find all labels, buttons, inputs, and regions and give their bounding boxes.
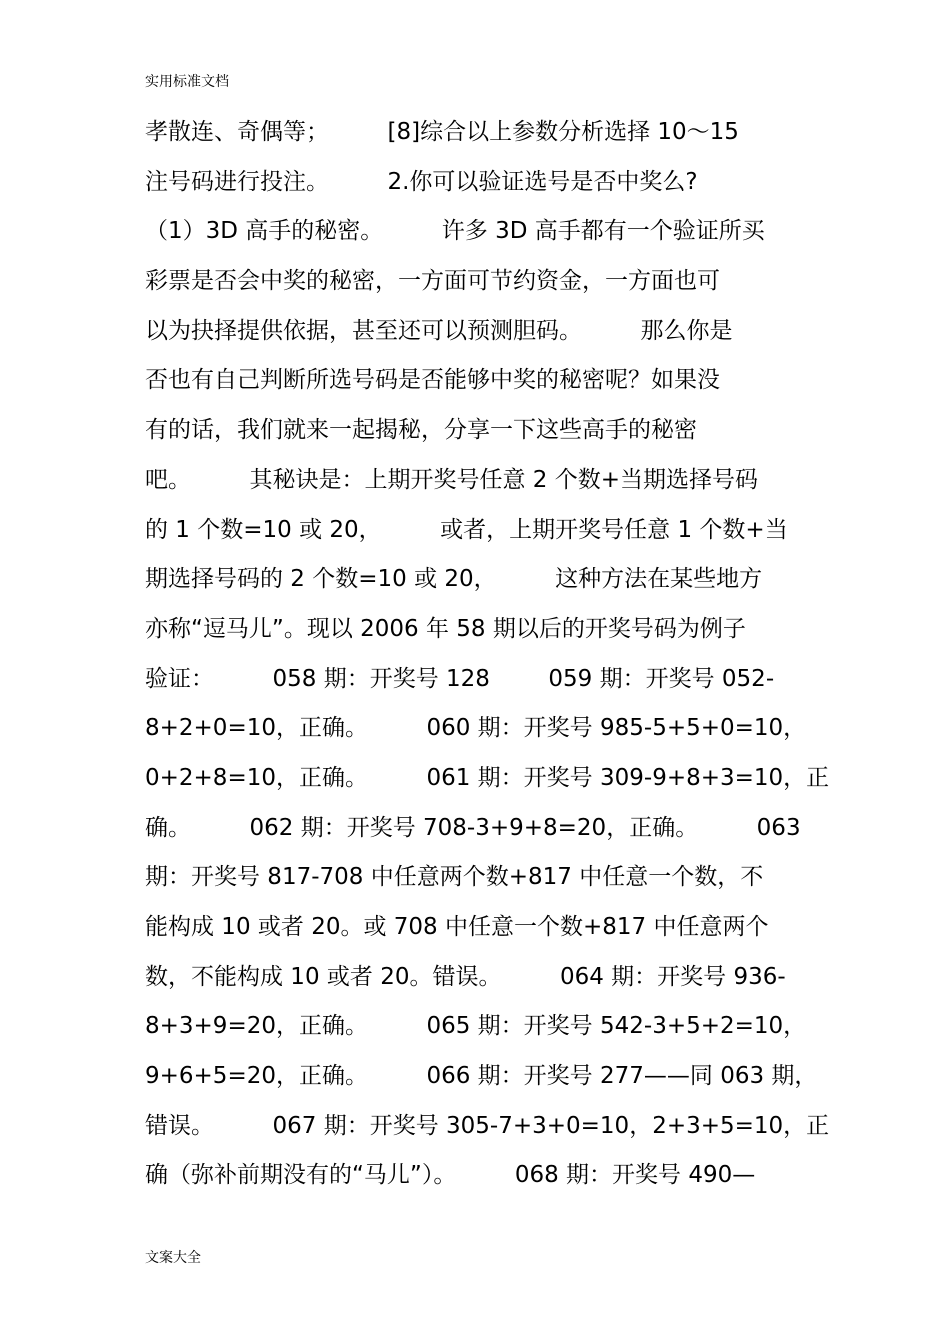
text-line: 9+6+5=20，正确。 066 期：开奖号 277——同 063 期， [145,1063,818,1090]
text-line: 孝散连、奇偶等； [8]综合以上参数分析选择 10～15 [145,119,739,145]
text-line: （1）3D 高手的秘密。 许多 3D 高手都有一个验证所买 [145,218,765,245]
text-line: 注号码进行投注。 2.你可以验证选号是否中奖么? [145,168,698,195]
document-body [145,108,830,1201]
text-line: 确。 062 期：开奖号 708-3+9+8=20，正确。 063 [145,814,801,841]
text-line: 能构成 10 或者 20。或 708 中任意一个数+817 中任意两个 [145,914,769,940]
text-line: 8+3+9=20，正确。 065 期：开奖号 542-3+5+2=10， [145,1013,807,1040]
text-line: 期：开奖号 817-708 中任意两个数+817 中任意一个数，不 [145,864,764,891]
text-line: 有的话，我们就来一起揭秘，分享一下这些高手的秘密 [145,417,697,444]
text-line: 以为抉择提供依据，甚至还可以预测胆码。 那么你是 [145,317,733,344]
text-line: 彩票是否会中奖的秘密，一方面可节约资金，一方面也可 [145,268,720,295]
text-line: 确（弥补前期没有的“马儿”）。 068 期：开奖号 490— [145,1162,756,1189]
text-line: 否也有自己判断所选号码是否能够中奖的秘密呢？如果没 [145,367,720,394]
text-line: 错误。 067 期：开奖号 305-7+3+0=10，2+3+5=10，正 [145,1112,830,1139]
text-line: 数，不能构成 10 或者 20。错误。 064 期：开奖号 936- [145,963,786,990]
text-line: 8+2+0=10，正确。 060 期：开奖号 985-5+5+0=10， [145,715,807,742]
page-footer: 文案大全 [145,1250,201,1266]
text-line: 吧。 其秘诀是：上期开奖号任意 2 个数+当期选择号码 [145,466,759,493]
page-header: 实用标准文档 [145,74,229,90]
text-line: 的 1 个数=10 或 20， 或者，上期开奖号任意 1 个数+当 [145,516,788,543]
text-line: 亦称“逗马儿”。现以 2006 年 58 期以后的开奖号码为例子 [145,615,746,642]
text-line: 验证： 058 期：开奖号 128 059 期：开奖号 052- [145,665,775,692]
text-line: 0+2+8=10，正确。 061 期：开奖号 309-9+8+3=10，正 [145,764,830,791]
text-line: 期选择号码的 2 个数=10 或 20， 这种方法在某些地方 [145,566,763,593]
